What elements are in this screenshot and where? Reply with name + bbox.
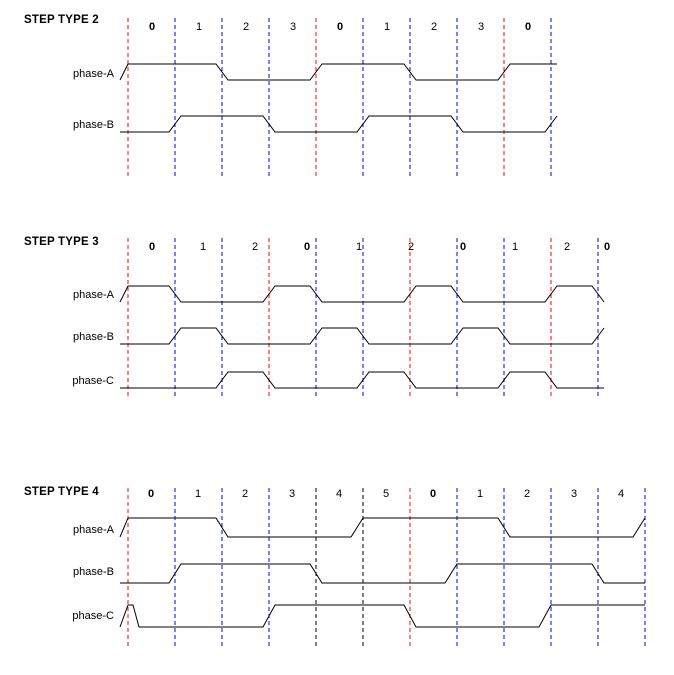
step-number: 0 (603, 241, 611, 253)
step-number: 5 (382, 488, 390, 500)
step-number: 1 (355, 241, 363, 253)
step-number: 2 (430, 21, 438, 33)
block-title-step-type-4: STEP TYPE 4 (24, 486, 99, 498)
step-number: 0 (429, 488, 437, 500)
gridlines-block3 (128, 488, 645, 648)
phase-label-a-block3: phase-A (73, 524, 114, 536)
waveform-phase-c-block3 (120, 605, 645, 627)
step-number: 0 (524, 21, 532, 33)
block-title-step-type-3: STEP TYPE 3 (24, 236, 99, 248)
step-number: 4 (617, 488, 625, 500)
step-number: 2 (523, 488, 531, 500)
step-number: 1 (199, 241, 207, 253)
step-number: 2 (242, 21, 250, 33)
step-number: 1 (476, 488, 484, 500)
step-number: 2 (407, 241, 415, 253)
step-number: 3 (289, 21, 297, 33)
step-number: 0 (336, 21, 344, 33)
step-number: 0 (148, 21, 156, 33)
step-number: 2 (251, 241, 259, 253)
step-number: 1 (194, 488, 202, 500)
phase-label-a-block1: phase-A (73, 68, 114, 80)
phase-label-b-block1: phase-B (73, 119, 114, 131)
step-number: 1 (195, 21, 203, 33)
step-number: 1 (511, 241, 519, 253)
step-number: 3 (570, 488, 578, 500)
waveform-phase-b-block3 (120, 564, 645, 583)
phase-label-c-block3: phase-C (72, 610, 114, 622)
phase-label-b-block2: phase-B (73, 331, 114, 343)
block-title-step-type-2: STEP TYPE 2 (24, 14, 99, 26)
step-number: 2 (563, 241, 571, 253)
waveform-phase-a-block3 (120, 518, 645, 537)
step-number: 1 (383, 21, 391, 33)
step-number: 0 (303, 241, 311, 253)
phase-label-a-block2: phase-A (73, 289, 114, 301)
phase-label-c-block2: phase-C (72, 375, 114, 387)
step-number: 4 (335, 488, 343, 500)
phase-label-b-block3: phase-B (73, 566, 114, 578)
step-number: 2 (241, 488, 249, 500)
step-number: 3 (477, 21, 485, 33)
step-number: 3 (288, 488, 296, 500)
step-number: 0 (148, 241, 156, 253)
step-number: 0 (459, 241, 467, 253)
step-number: 0 (147, 488, 155, 500)
